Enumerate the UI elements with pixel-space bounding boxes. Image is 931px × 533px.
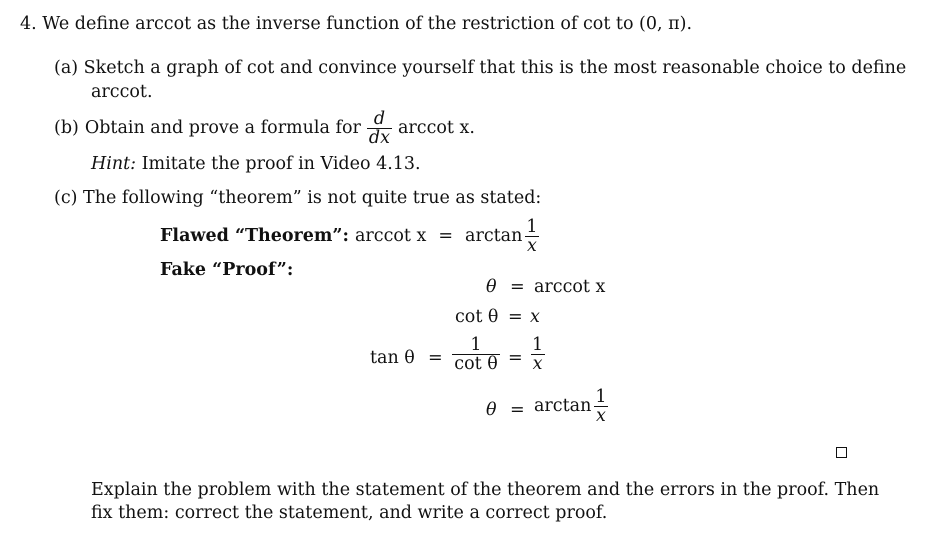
part-b-after: arccot x.: [397, 117, 475, 138]
part-a-label: (a): [54, 58, 79, 78]
proof-line3-frac-den: cot θ: [452, 354, 500, 373]
proof-line3-rhs-num: 1: [532, 335, 544, 355]
part-c-label: (c): [54, 188, 78, 208]
part-a-line1: Sketch a graph of cot and convince yourself that this is the most reasonable choice to define: [83, 58, 907, 78]
part-c-text: The following “theorem” is not quite true as stated:: [83, 188, 542, 208]
proof-theta: θ: [486, 277, 497, 297]
hint-label: Hint:: [91, 154, 137, 174]
flawed-theorem: [160, 218, 542, 256]
derivative-numerator: d: [373, 109, 386, 129]
proof-line3-eq1: =: [428, 348, 443, 368]
part-a: [54, 58, 906, 80]
proof-line4-frac-den: x: [595, 406, 606, 427]
part-b-label: (b): [54, 117, 79, 138]
problem-number: 4.: [20, 14, 37, 34]
proof-line3-eq2: =: [508, 348, 523, 368]
proof-line3-frac-num: 1: [470, 335, 482, 355]
proof-line2-lhs: cot θ: [455, 307, 499, 327]
qed-box-icon: [836, 447, 847, 458]
part-b-hint: [91, 154, 421, 176]
derivative-fraction: [367, 110, 392, 148]
theorem-rhs: arctan: [465, 225, 523, 246]
proof-line2-rhs: x: [530, 307, 540, 327]
part-b-text: Obtain and prove a formula for: [84, 117, 361, 138]
proof-line1-lhs: [486, 277, 497, 299]
proof-line4-lhs: θ: [486, 400, 497, 420]
proof-line4-eq: =: [510, 400, 525, 420]
part-b: [54, 110, 475, 148]
theorem-frac-num: 1: [526, 217, 538, 237]
derivative-denominator: dx: [368, 128, 390, 149]
problem-intro: We define arccot as the inverse function of the restriction of cot to (0, π).: [42, 14, 693, 34]
problem-statement: [20, 14, 692, 36]
closing-line2: fix them: correct the statement, and write a correct proof.: [91, 503, 608, 523]
part-a-line2: arccot.: [91, 82, 153, 102]
proof-line1-rhs: arccot x: [534, 277, 606, 297]
theorem-lhs: arccot x: [354, 225, 427, 246]
proof-line3-frac: [450, 336, 502, 374]
proof-label: Fake “Proof”:: [160, 260, 294, 280]
proof-line3-rhs: [528, 336, 547, 374]
proof-line1-eq: =: [510, 277, 525, 297]
proof-line2-eq: =: [508, 307, 523, 327]
theorem-fraction: [524, 218, 539, 256]
closing-line1: Explain the problem with the statement of the theorem and the errors in the proof. Then: [91, 480, 880, 500]
proof-line4-rhs: [534, 388, 610, 426]
hint-text: Imitate the proof in Video 4.13.: [141, 154, 421, 174]
theorem-label: Flawed “Theorem”:: [160, 225, 349, 246]
proof-line4-arctan: arctan: [534, 395, 592, 416]
part-c: [54, 188, 541, 210]
proof-line3-rhs-den: x: [532, 354, 543, 375]
theorem-frac-den: x: [527, 236, 537, 257]
proof-line3-pre: tan θ: [370, 348, 415, 368]
theorem-equals: =: [438, 225, 454, 246]
proof-line4-frac-num: 1: [595, 387, 607, 407]
